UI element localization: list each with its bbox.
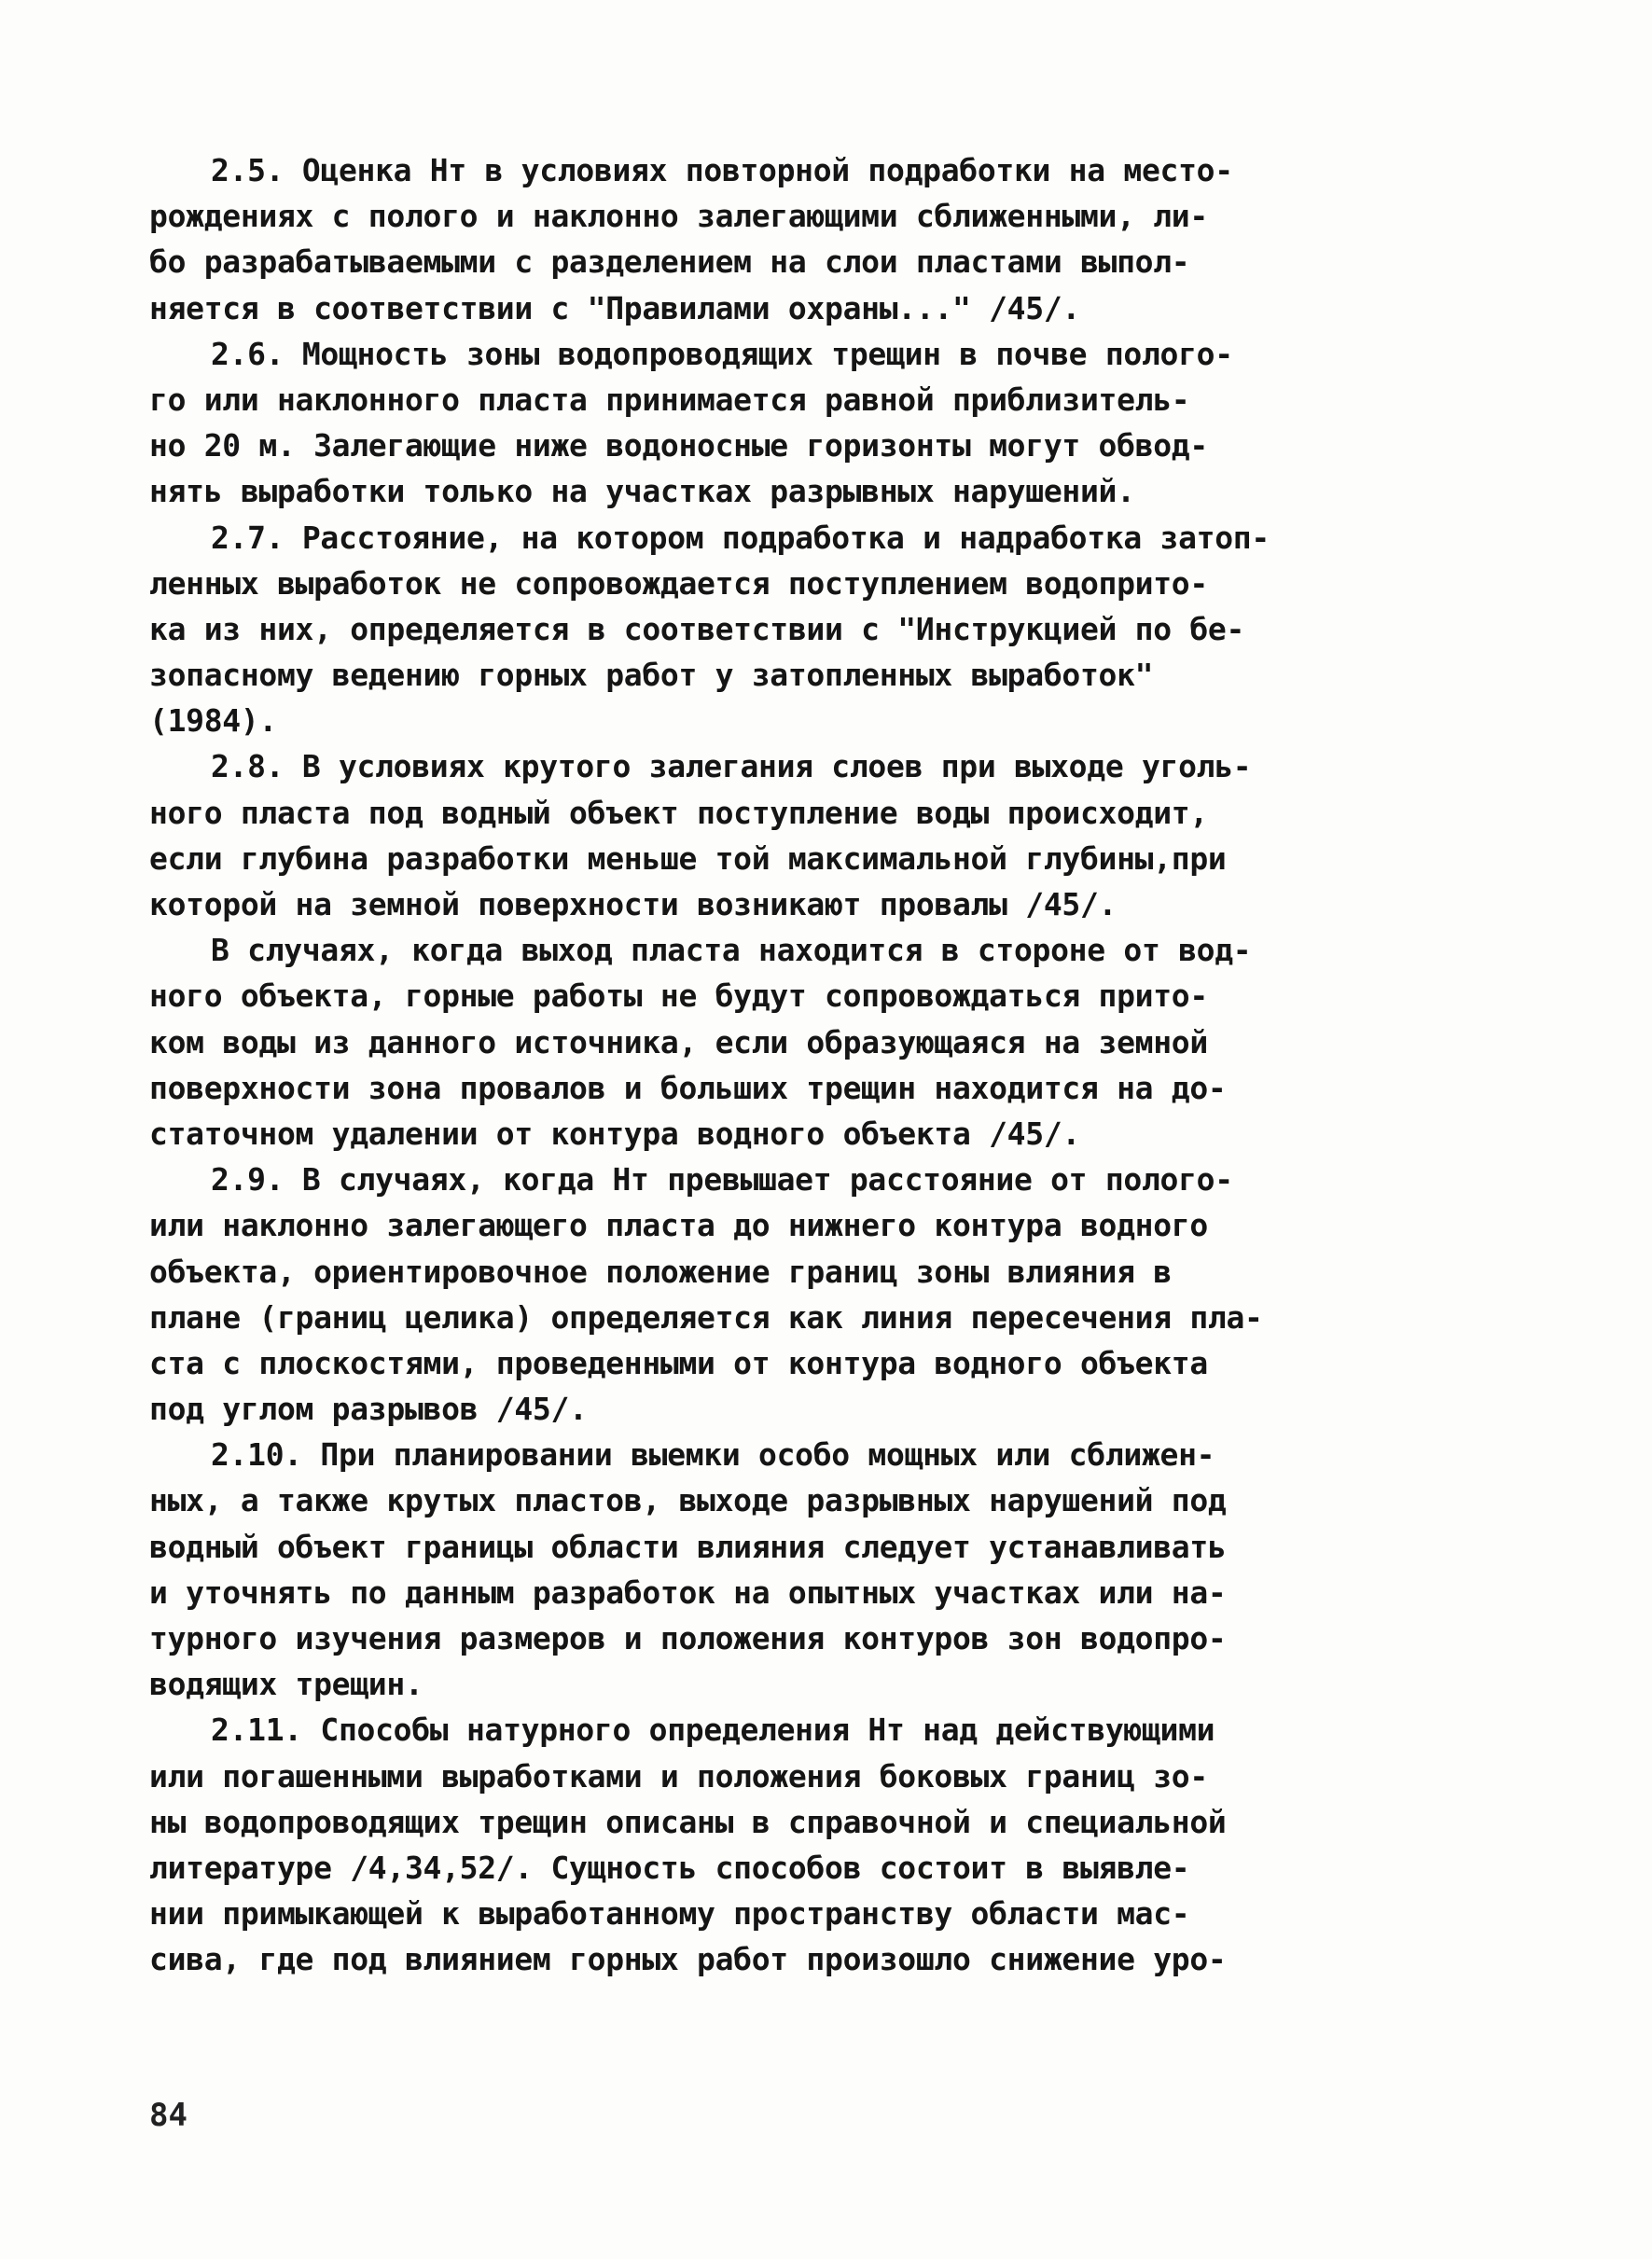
text-line: но 20 м. Залегающие ниже водоносные горизонты могут обвод- bbox=[149, 427, 1208, 464]
text-line: водный объект границы области влияния следует устанавливать bbox=[149, 1528, 1227, 1565]
text-line: (1984). bbox=[149, 702, 277, 740]
paragraph-2-8 bbox=[149, 743, 1502, 927]
text-line: литературе /4,34,52/. Сущность способов состоит в выявле- bbox=[149, 1849, 1190, 1886]
text-line: ного пласта под водный объект поступление воды происходит, bbox=[149, 794, 1208, 831]
paragraph-2-8-cont bbox=[149, 927, 1502, 1157]
text-line: 2.6. Мощность зоны водопроводящих трещин в почве полого- bbox=[211, 335, 1233, 372]
text-line: нии примыкающей к выработанному пространству области мас- bbox=[149, 1895, 1190, 1933]
text-line: турного изучения размеров и положения контуров зон водопро- bbox=[149, 1620, 1227, 1656]
text-line: В случаях, когда выход пласта находится в стороне от вод- bbox=[211, 932, 1252, 969]
paragraph-2-10 bbox=[149, 1432, 1502, 1707]
text-line: ного объекта, горные работы не будут сопровождаться прито- bbox=[149, 977, 1208, 1015]
text-line: сива, где под влиянием горных работ произошло снижение уро- bbox=[149, 1941, 1227, 1978]
text-line: бо разрабатываемыми с разделением на слои пластами выпол- bbox=[149, 243, 1190, 281]
text-line: ком воды из данного источника, если образующаяся на земной bbox=[149, 1023, 1208, 1060]
text-line: 2.9. В случаях, когда Hт превышает расстояние от полого- bbox=[211, 1161, 1233, 1199]
document-body bbox=[149, 147, 1502, 1983]
text-line: 2.8. В условиях крутого залегания слоев при выходе уголь- bbox=[211, 748, 1252, 785]
text-line: которой на земной поверхности возникают провалы /45/. bbox=[149, 886, 1118, 922]
text-line: поверхности зона провалов и больших трещин находится на до- bbox=[149, 1069, 1227, 1106]
text-line: объекта, ориентировочное положение границ зоны влияния в bbox=[149, 1253, 1172, 1290]
text-line: 2.11. Способы натурного определения Hт над действующими bbox=[211, 1712, 1215, 1749]
paragraph-2-11 bbox=[149, 1707, 1502, 1982]
paragraph-2-5 bbox=[149, 147, 1502, 331]
text-line: го или наклонного пласта принимается равной приблизитель- bbox=[149, 381, 1190, 418]
text-line: нять выработки только на участках разрывных нарушений. bbox=[149, 473, 1135, 510]
paragraph-2-6 bbox=[149, 331, 1502, 515]
text-line: ны водопроводящих трещин описаны в справочной и специальной bbox=[149, 1803, 1227, 1840]
text-line: 2.10. При планировании выемки особо мощных или сближен- bbox=[211, 1436, 1215, 1474]
text-line: няется в соответствии с "Правилами охраны..." /45/. bbox=[149, 289, 1080, 326]
text-line: или погашенными выработками и положения боковых границ зо- bbox=[149, 1757, 1208, 1795]
text-line: или наклонно залегающего пласта до нижнего контура водного bbox=[149, 1207, 1208, 1244]
text-line: плане (границ целика) определяется как линия пересечения пла- bbox=[149, 1298, 1263, 1336]
text-line: статочном удалении от контура водного объекта /45/. bbox=[149, 1115, 1080, 1152]
text-line: и уточнять по данным разработок на опытных участках или на- bbox=[149, 1573, 1227, 1611]
text-line: рождениях с пологo и наклонно залегающими сближенными, ли- bbox=[149, 198, 1208, 235]
page-number: 84 bbox=[149, 2097, 187, 2134]
text-line: 2.7. Расстояние, на котором подработка и надработка затоп- bbox=[211, 519, 1270, 556]
paragraph-2-9 bbox=[149, 1157, 1502, 1432]
text-line: ленных выработок не сопровождается поступлением водоприто- bbox=[149, 564, 1208, 602]
text-line: водящих трещин. bbox=[149, 1666, 423, 1703]
paragraph-2-7 bbox=[149, 515, 1502, 744]
text-line: зопасному ведению горных работ у затопленных выработок" bbox=[149, 657, 1154, 694]
text-line: ста с плоскостями, проведенными от контура водного объекта bbox=[149, 1344, 1208, 1381]
text-line: 2.5. Оценка Hт в условиях повторной подработки на место- bbox=[211, 152, 1233, 188]
text-line: ка из них, определяется в соответствии с "Инструкцией по бе- bbox=[149, 610, 1245, 647]
text-line: если глубина разработки меньше той максимальной глубины,при bbox=[149, 839, 1227, 877]
text-line: под углом разрывов /45/. bbox=[149, 1391, 588, 1428]
text-line: ных, а также крутых пластов, выходе разрывных нарушений под bbox=[149, 1482, 1227, 1519]
